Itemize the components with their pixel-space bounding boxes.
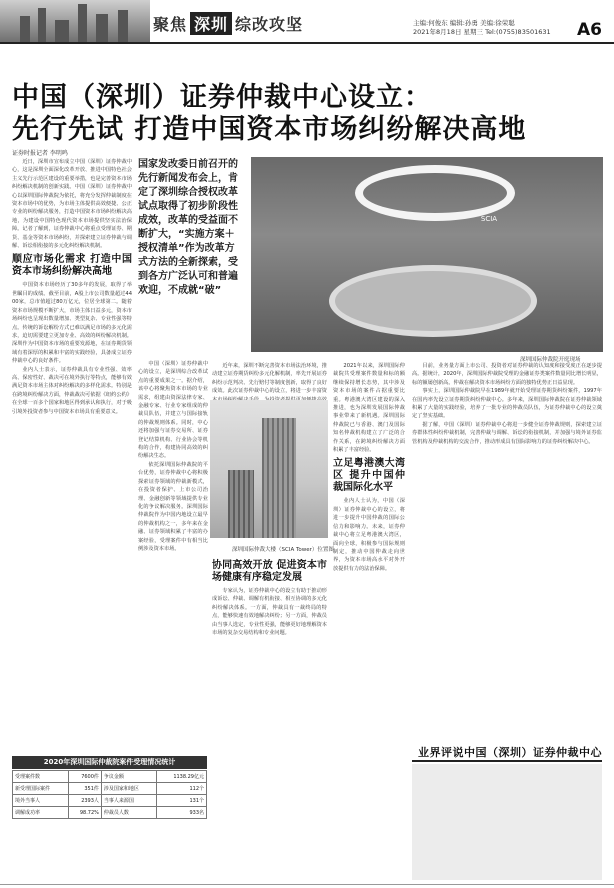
commentary-divider: [412, 760, 602, 762]
table-cell: 1138.29亿元: [157, 771, 207, 783]
table-row: [13, 783, 207, 795]
article-column-3: [212, 556, 327, 746]
paragraph: 2021年以来，深圳国际仲裁院共受理案件数量和标的额继续保持增长态势，其中涉及资本市场的案件占据重要比重。粤港澳大湾区建设的深入推进，也为深圳发展国际仲裁事业带来了新机遇。深圳国际仲裁院已与香港、澳门及国际知名仲裁机构建立了广泛的合作关系，在跨境纠纷解决方面积累了丰富经验。: [333, 363, 405, 454]
paragraph: 依托深圳国际仲裁院的平台优势，证券仲裁中心将积极探索证券领域的仲裁新模式，在投资者保护、上市公司治理、金融创新等领域提供专业化的争议解决服务。深圳国际仲裁院作为中国内地设立最早的仲裁机构之一，多年来在金融、证券领域积累了丰富的办案经验，受理案件中有相当比例涉及资本市场。: [138, 461, 208, 552]
photo-caption-1: 深圳国际仲裁院开庭现场: [520, 357, 581, 363]
headline: [12, 82, 602, 146]
table-cell: 131个: [157, 795, 207, 807]
courtroom-photo: [251, 157, 603, 352]
header-divider: [0, 42, 614, 44]
table-row: [13, 771, 207, 783]
table-cell: 351件: [68, 783, 101, 795]
subheading-1: 顺应市场化需求 打造中国资本市场纠纷解决高地: [12, 254, 132, 278]
commentary-title: 业界评说中国（深圳）证券仲裁中心: [418, 746, 602, 759]
section-title-left: 聚焦: [153, 14, 188, 34]
paragraph: 近年来，深圳不断完善资本市场法治环境，推动建立证券期货纠纷多元化解机制，率先开展证券纠纷示范判决、先行赔付等制度创新，取得了良好成效。此次证券仲裁中心的设立，将进一步丰富资: [212, 363, 327, 395]
paragraph: 据了解，中国（深圳）证券仲裁中心将进一步健全证券仲裁规则，探索建立证券群体性纠纷仲裁机制，完善仲裁与调解、诉讼的衔接机制，并加强与境外证券监管机构及仲裁机构的交流合作，推动形成具有国际影响力的证券纠纷解决中心。: [412, 421, 602, 445]
table-cell: 112个: [157, 783, 207, 795]
photo-sign-text: SCIA: [480, 215, 498, 223]
table-cell: 受理案件数: [13, 771, 69, 783]
table-row: [13, 795, 207, 807]
headline-line-1: 中国（深圳）证券仲裁中心设立：: [12, 82, 432, 113]
page-number: A6: [577, 20, 602, 40]
header-info: [413, 19, 583, 37]
paragraph: 业内人士表示，证券仲裁具有专业性强、效率高、保密性好、裁决可在境外执行等特点，能够有效满足资本市场主体对纠纷解决的多样化需求。特别是在跨境纠纷解决方面，仲裁裁决可依据《纽约公约》在全球一百多个国家和地区得到承认和执行，对于吸引境外投资者参与中国资本市场具有重要意义。: [12, 366, 132, 415]
article-column-5: [412, 362, 602, 740]
article-column-4: [333, 362, 405, 747]
table-cell: 涉及国家和地区: [101, 783, 157, 795]
stats-table-title: 2020年深圳国际仲裁院案件受理情况统计: [12, 756, 207, 769]
paragraph: 目前，业务量方面上市公司、投资者对证券仲裁的认知度和接受度正在逐步提高。据统计，2020年，深圳国际仲裁院受理的金融证券类案件数量同比增长明显，标的额屡创新高。仲裁在解决资本市场纠纷方面的独特优势正日益显现。: [412, 363, 602, 386]
ceiling-light: [355, 165, 515, 221]
section-title: [153, 12, 303, 34]
table-cell: 933名: [157, 807, 207, 819]
section-title-city: 深圳: [190, 12, 232, 35]
header-skyline-image: [0, 0, 150, 42]
byline: 证券时报记者 李明鸣: [12, 150, 68, 157]
table-cell: 仲裁员人数: [101, 807, 157, 819]
paragraph: 专家认为，证券仲裁中心的设立有助于推动形成诉讼、仲裁、调解有机衔接、相互协调的多元化纠纷解决体系。一方面，仲裁具有一裁终局的特点，能够快速有效地解决纠纷；另一方面，仲裁员由当事人选定，专业性更强，能够更好地理解资本市场的复杂交易结构和专业问题。: [212, 588, 327, 637]
table-cell: 当事人来源国: [101, 795, 157, 807]
editor-line: 主编:何俊东 编辑:孙勇 美编:徐荣聪: [413, 19, 515, 27]
building: [228, 470, 254, 538]
table-cell: 新受理国际案件: [13, 783, 69, 795]
commentary-box: [412, 764, 602, 880]
table-cell: 调解成功率: [13, 807, 69, 819]
paragraph: 业内人士认为，中国（深圳）证券仲裁中心的设立，将进一步提升中国仲裁的国际公信力和影响力。未来，证券仲裁中心将立足粤港澳大湾区，面向全球，积极参与国际规则制定，推动中国仲裁走向世界，为资本市场高水平对外开放提供有力的法治保障。: [333, 498, 405, 572]
table-cell: 2393人: [68, 795, 101, 807]
article-column-3-top: [212, 362, 327, 396]
article-column-1: [12, 158, 132, 748]
pull-quote: 国家发改委日前召开的先行新闻发布会上，肯定了深圳综合授权改革试点取得了初步阶段性成效，改革的受益面不断扩大，“实施方案＋授权清单”作为改革方式方法的全新探索，受到各方广泛认可和普遍欢迎，不成就“破”: [138, 159, 238, 296]
conference-table: [329, 265, 537, 337]
page-bottom-rule: [0, 884, 614, 885]
article-column-2: [138, 360, 208, 745]
photo-caption-2: 深圳国际仲裁大楼（SCIA Tower）位置图: [232, 547, 334, 553]
table-row: [13, 807, 207, 819]
headline-line-2: 先行先试 打造中国资本市场纠纷解决高地: [12, 114, 527, 145]
scia-tower: [262, 418, 296, 538]
section-title-right: 综改攻坚: [235, 14, 304, 34]
table-cell: 7600件: [68, 771, 101, 783]
stats-table: [12, 770, 207, 819]
table-cell: 98.72%: [68, 807, 101, 819]
table-cell: 争议金额: [101, 771, 157, 783]
paragraph: 中国（深圳）证券仲裁中心的设立，是深圳综合改革试点的重要成果之一。据介绍，该中心将聚焦资本市场的专业需求，组建由资深法律专家、金融专家、行业专家组成的仲裁员队伍，并建立与国际接轨的仲裁规则体系。同时，中心还将加强与证券交易所、证券登记结算机构、行业协会等机构的合作，构建协同高效的纠纷解决生态。: [138, 361, 208, 460]
paragraph: 事实上，深圳国际仲裁院早在1989年就开始受理证券期货纠纷案件，1997年在国内率先设立证券期货纠纷仲裁中心。多年来，深圳国际仲裁院在证券仲裁领域积累了大量的实践经验，培养了一批专业的仲裁员队伍，为证券仲裁中心的设立奠定了坚实基础。: [412, 388, 602, 420]
subheading-2: 协同高效开放 促进资本市场健康有序稳定发展: [212, 560, 327, 583]
subheading-3: 立足粤港澳大湾区 提升中国仲裁国际化水平: [333, 458, 405, 494]
tower-photo: [210, 400, 328, 538]
paragraph: 中国资本市场经历了30多年的发展，取得了举世瞩目的成绩。截至目前，A股上市公司数量超过4400家，总市值超过80万亿元，位居全球第二。随着资本市场规模不断扩大，市场主体日益多元，资本市场纠纷也呈现出数量增加、类型复杂、专业性强等特点。传统的诉讼解纷方式已难以满足市场的多元化需求，迫切需要建立更加专业、高效的纠纷解决机制。深圳作为中国资本市场的重要发源地，在证券期货领域有着深厚的积累和丰富的实践经验，具备成立证券仲裁中心的良好条件。: [12, 282, 132, 365]
date-line: 2021年8月18日 星期三 Tel:(0755)83501631: [413, 28, 551, 36]
table-cell: 境外当事人: [13, 795, 69, 807]
paragraph: 近日，深圳市宣布成立中国（深圳）证券仲裁中心，这是深圳全面深化改革开放、推进中国特色社会主义先行示范区建设的重要举措，也是完善资本市场纠纷解决机制的创新实践。中国（深圳）证券仲裁中心以深圳国际仲裁院为依托，将充分发挥仲裁制度在资本市场中的优势，为市场主体提供高效便捷、公正专业的纠纷解决服务，打造中国资本市场纠纷解决高地，为建设中国特色现代资本市场提供坚实法治保障。记者了解到，证券仲裁中心将重点受理证券、期货、基金等资本市场纠纷，并探索建立证券仲裁与调解、诉讼相衔接的多元化纠纷解决机制。: [12, 159, 132, 250]
